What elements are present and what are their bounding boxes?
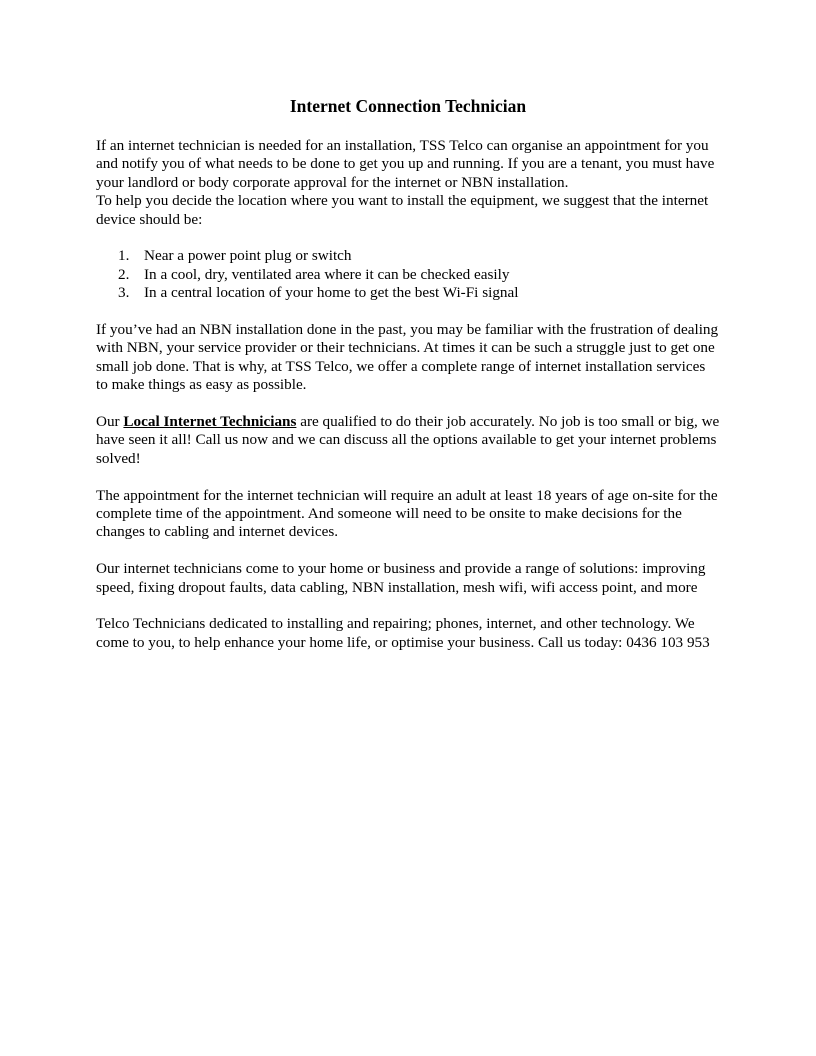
list-number: 3. xyxy=(118,284,130,302)
intro-paragraph: If an internet technician is needed for an installation, TSS Telco can organise an appointment for you and notify you of what needs to be done to get you up and running. If you are a tenant, you must have your landlord or body corporate approval for the internet or NBN installation. xyxy=(96,137,715,191)
appointment-paragraph: The appointment for the internet technician will require an adult at least 18 years of age on-site for the complete time of the appointment. And someone will need to be onsite to make decisions for the changes to cabling and internet devices. xyxy=(96,486,718,541)
paragraph-suffix: are qualified to do their job accurately. No job is too small or big, we have seen it all! Call us now and we can discuss all the options available to get your internet problems solved! xyxy=(96,413,720,467)
list-item-text: Near a power point plug or switch xyxy=(144,247,352,265)
list-number: 2. xyxy=(118,265,130,283)
spacer xyxy=(96,229,720,247)
list-item xyxy=(96,247,720,265)
list-item-text: In a cool, dry, ventilated area where it can be checked easily xyxy=(144,265,510,283)
list-item xyxy=(96,284,720,302)
spacer xyxy=(96,597,720,615)
list-number: 1. xyxy=(118,247,130,265)
location-list xyxy=(96,247,720,302)
list-item xyxy=(96,266,720,284)
contact-paragraph: Telco Technicians dedicated to installing and repairing; phones, internet, and other technology. We come to you, to help enhance your home life, or optimise your business. Call us today: 0436 103 953 xyxy=(96,615,710,651)
spacer xyxy=(96,395,720,413)
spacer xyxy=(96,468,720,486)
spacer xyxy=(96,542,720,560)
local-technicians-link[interactable]: Local Internet Technicians xyxy=(123,413,297,431)
paragraph-prefix: Our xyxy=(96,413,124,431)
document-title: Internet Connection Technician xyxy=(289,96,527,116)
solutions-paragraph: Our internet technicians come to your home or business and provide a range of solutions: improving speed, fixing dropout faults, data cabling, NBN installation, mesh wifi, wifi access point, and more xyxy=(96,560,706,596)
local-technicians-paragraph xyxy=(96,413,720,468)
location-intro-paragraph: To help you decide the location where you want to install the equipment, we suggest that the internet device should be: xyxy=(96,192,709,228)
spacer xyxy=(96,303,720,321)
list-item-text: In a central location of your home to get the best Wi-Fi signal xyxy=(144,284,519,302)
nbn-paragraph: If you’ve had an NBN installation done in the past, you may be familiar with the frustration of dealing with NBN, your service provider or their technicians. At times it can be such a struggle just to get one small job done. That is why, at TSS Telco, we offer a complete range of internet installation services to make things as easy as possible. xyxy=(96,321,719,394)
